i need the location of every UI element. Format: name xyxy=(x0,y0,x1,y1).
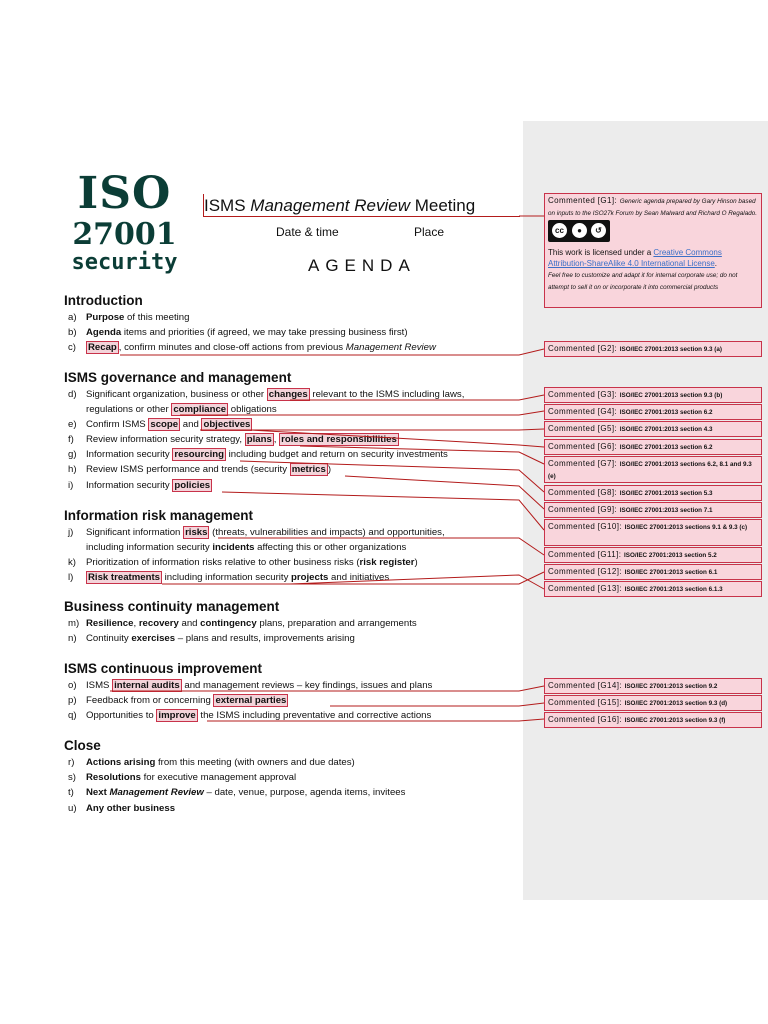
section-governance: ISMS governance and management xyxy=(64,370,292,385)
comment-balloon-g15[interactable]: Commented [G15]: ISO/IEC 27001:2013 section 9.3 (d) xyxy=(544,695,762,711)
list-item: r) Actions arising from this meeting (with owners and due dates) xyxy=(68,757,355,768)
list-item: f) Review information security strategy, plans , roles and responsibilities xyxy=(68,434,397,445)
section-introduction: Introduction xyxy=(64,293,143,308)
list-item: q) Opportunities to improve the ISMS including preventative and corrective actions xyxy=(68,710,432,721)
commented-text[interactable]: objectives xyxy=(203,419,251,430)
list-item: d) Significant organization, business or other changes relevant to the ISMS including laws, xyxy=(68,389,465,400)
list-item: h) Review ISMS performance and trends (security metrics ) xyxy=(68,464,332,475)
comment-balloon-g1[interactable]: Commented [G1]: Generic agenda prepared by Gary Hinson based on inputs to the ISO27k Forum by Sean Malward and Richard O Regalado. cc ● ↺ This work is licensed under a Creative Commons Attribution-ShareAlike 4.0 International License. Feel free to customize and adapt it for internal corporate use; do not attempt to sell it on or incorporate it into commercial products xyxy=(544,193,762,308)
list-item: e) Confirm ISMS scope and objectives xyxy=(68,419,251,430)
commented-text[interactable]: plans xyxy=(246,434,272,445)
comment-balloon-g2[interactable]: Commented [G2]: ISO/IEC 27001:2013 section 9.3 (a) xyxy=(544,341,762,357)
comment-balloon-g3[interactable]: Commented [G3]: ISO/IEC 27001:2013 section 9.3 (b) xyxy=(544,387,762,403)
comment-balloon-g13[interactable]: Commented [G13]: ISO/IEC 27001:2013 section 6.1.3 xyxy=(544,581,762,597)
document-title: ISMS Management Review Meeting xyxy=(204,196,476,215)
list-item: n) Continuity exercises – plans and results, improvements arising xyxy=(68,633,355,644)
list-item: j) Significant information risks (threats, vulnerabilities and impacts) and opportunities, xyxy=(68,527,445,538)
list-item: m) Resilience, recovery and contingency plans, preparation and arrangements xyxy=(68,618,417,629)
comment-balloon-g7[interactable]: Commented [G7]: ISO/IEC 27001:2013 sections 6.2, 8.1 and 9.3 (e) xyxy=(544,456,762,483)
commented-text[interactable]: metrics xyxy=(291,464,326,475)
commented-text[interactable]: roles and responsibilities xyxy=(281,434,397,445)
list-item: b) Agenda items and priorities (if agreed, we may take pressing business first) xyxy=(68,327,408,338)
comment-balloon-g8[interactable]: Commented [G8]: ISO/IEC 27001:2013 section 5.3 xyxy=(544,485,762,501)
iso27001-logo: ISO 27001 security xyxy=(71,168,178,275)
list-item: i) Information security policies xyxy=(68,480,211,491)
agenda-heading: AGENDA xyxy=(308,256,416,275)
comment-balloon-g6[interactable]: Commented [G6]: ISO/IEC 27001:2013 section 6.2 xyxy=(544,439,762,455)
place-field: Place xyxy=(414,225,445,239)
section-business-continuity: Business continuity management xyxy=(64,599,280,614)
comment-balloon-g4[interactable]: Commented [G4]: ISO/IEC 27001:2013 section 6.2 xyxy=(544,404,762,420)
commented-text[interactable]: risks xyxy=(185,527,208,538)
commented-text[interactable]: Recap xyxy=(88,342,117,353)
section-risk-management: Information risk management xyxy=(64,508,254,523)
list-item: l) Risk treatments including information security projects and initiatives xyxy=(68,572,390,583)
list-item: u) Any other business xyxy=(68,803,176,814)
list-item: p) Feedback from or concerning external parties xyxy=(68,695,287,706)
list-item-continuation: regulations or other compliance obligations xyxy=(86,404,277,415)
commented-text[interactable]: scope xyxy=(150,419,179,430)
comment-balloon-g16[interactable]: Commented [G16]: ISO/IEC 27001:2013 section 9.3 (f) xyxy=(544,712,762,728)
commented-text[interactable]: resourcing xyxy=(174,449,224,460)
list-item: t) Next Management Review – date, venue, purpose, agenda items, invitees xyxy=(68,787,406,798)
comment-balloon-g12[interactable]: Commented [G12]: ISO/IEC 27001:2013 section 6.1 xyxy=(544,564,762,580)
commented-text[interactable]: internal audits xyxy=(114,680,180,691)
comment-balloon-g10[interactable]: Commented [G10]: ISO/IEC 27001:2013 sections 9.1 & 9.3 (c) xyxy=(544,519,762,546)
commented-text[interactable]: changes xyxy=(268,389,308,400)
cc-license-link[interactable]: Creative Commons Attribution-ShareAlike 4.0 International License xyxy=(548,248,722,268)
list-item: g) Information security resourcing including budget and return on security investments xyxy=(68,449,448,460)
comment-balloon-g5[interactable]: Commented [G5]: ISO/IEC 27001:2013 section 4.3 xyxy=(544,421,762,437)
commented-text[interactable]: policies xyxy=(174,480,211,491)
commented-text[interactable]: Risk treatments xyxy=(88,572,160,583)
list-item: o) ISMS internal audits and management reviews – key findings, issues and plans xyxy=(68,680,433,691)
section-close: Close xyxy=(64,738,101,753)
comment-balloon-g9[interactable]: Commented [G9]: ISO/IEC 27001:2013 section 7.1 xyxy=(544,502,762,518)
creative-commons-badge-icon: cc ● ↺ xyxy=(548,220,610,242)
list-item: c) Recap , confirm minutes and close-off actions from previous Management Review xyxy=(68,342,436,353)
list-item: a) Purpose of this meeting xyxy=(68,312,190,323)
commented-text[interactable]: compliance xyxy=(173,404,227,415)
comment-balloon-g11[interactable]: Commented [G11]: ISO/IEC 27001:2013 section 5.2 xyxy=(544,547,762,563)
commented-text[interactable]: improve xyxy=(158,710,196,721)
list-item: s) Resolutions for executive management approval xyxy=(68,772,297,783)
commented-text[interactable]: external parties xyxy=(215,695,287,706)
list-item: k) Prioritization of information risks relative to other business risks (risk register) xyxy=(68,557,418,568)
comment-balloon-g14[interactable]: Commented [G14]: ISO/IEC 27001:2013 section 9.2 xyxy=(544,678,762,694)
date-time-field: Date & time xyxy=(276,225,339,239)
list-item-continuation: including information security incidents affecting this or other organizations xyxy=(86,542,407,553)
section-continuous-improvement: ISMS continuous improvement xyxy=(64,661,263,676)
